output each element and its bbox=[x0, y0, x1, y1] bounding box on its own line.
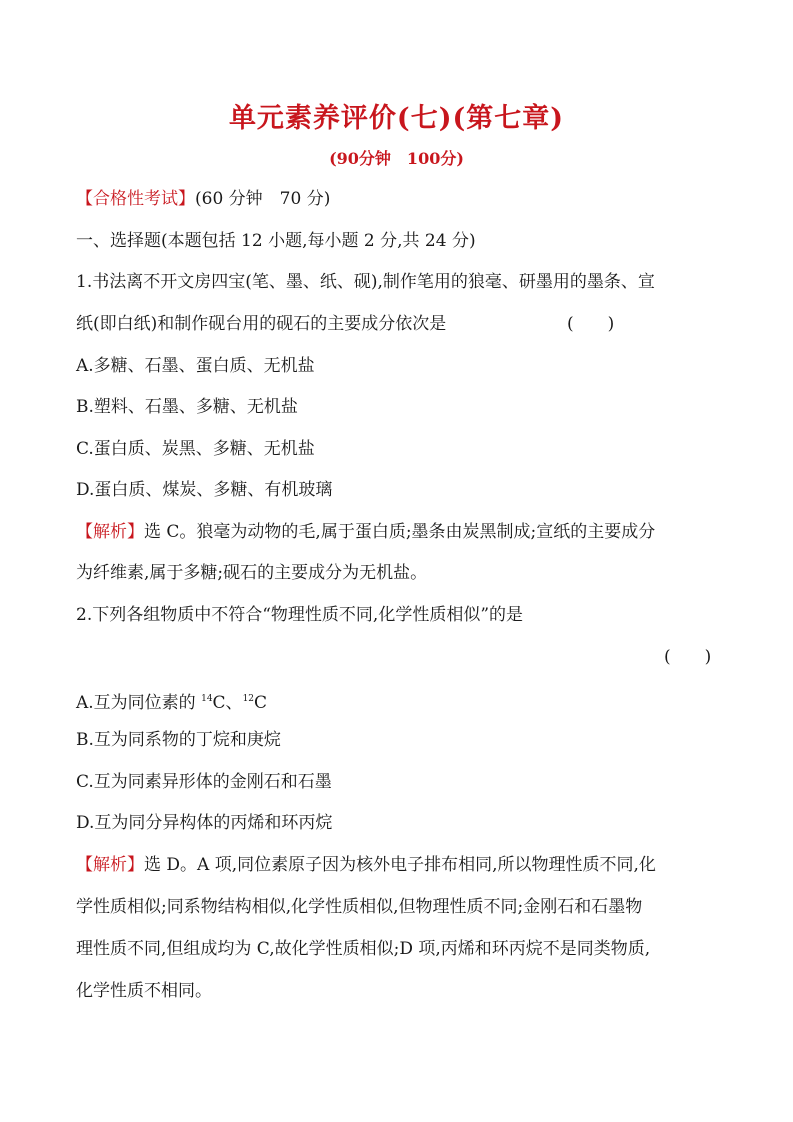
q2-option-d: D.互为同分异构体的丙烯和环丙烷 bbox=[76, 813, 333, 833]
q1-answer-paren: ( ) bbox=[567, 314, 615, 334]
q2-option-a bbox=[76, 688, 726, 714]
section-info: (60 分钟 70 分) bbox=[195, 189, 331, 209]
isotope-symbol-2: C bbox=[254, 693, 268, 713]
page-subtitle: (90分钟 100分) bbox=[329, 149, 464, 168]
q2-analysis-text1: 选 D。A 项,同位素原子因为核外电子排布相同,所以物理性质不同,化 bbox=[144, 855, 656, 875]
q1-stem-line2: 纸(即白纸)和制作砚台用的砚石的主要成分依次是 bbox=[76, 314, 447, 334]
q2-analysis-line3: 理性质不同,但组成均为 C,故化学性质相似;D 项,丙烯和环丙烷不是同类物质, bbox=[76, 939, 651, 959]
q1-option-c: C.蛋白质、炭黑、多糖、无机盐 bbox=[76, 439, 315, 459]
q1-option-b: B.塑料、石墨、多糖、无机盐 bbox=[76, 397, 298, 417]
page-title: 单元素养评价(七)(第七章) bbox=[228, 103, 565, 134]
q2-analysis-line4: 化学性质不相同。 bbox=[76, 981, 212, 1001]
q2-analysis-tag: 【解析】 bbox=[76, 855, 144, 875]
section-tag: 【合格性考试】 bbox=[76, 189, 195, 209]
q1-option-a: A.多糖、石墨、蛋白质、无机盐 bbox=[76, 356, 315, 376]
q1-option-d: D.蛋白质、煤炭、多糖、有机玻璃 bbox=[76, 480, 333, 500]
q2-stem: 2.下列各组物质中不符合“物理性质不同,化学性质相似”的是 bbox=[76, 605, 524, 625]
q1-analysis-line1 bbox=[76, 521, 726, 543]
q2-answer-paren: ( ) bbox=[664, 647, 712, 667]
q2-option-a-prefix: A.互为同位素的 bbox=[76, 693, 202, 713]
isotope-mass-14: 14 bbox=[201, 694, 213, 704]
q1-analysis-line2: 为纤维素,属于多糖;砚石的主要成分为无机盐。 bbox=[76, 563, 428, 583]
q2-option-b: B.互为同系物的丁烷和庚烷 bbox=[76, 730, 281, 750]
q1-analysis-tag: 【解析】 bbox=[76, 522, 144, 542]
part-heading: 一、选择题(本题包括 12 小题,每小题 2 分,共 24 分) bbox=[76, 231, 476, 251]
q2-analysis-line1 bbox=[76, 854, 726, 876]
q1-stem-line1: 1.书法离不开文房四宝(笔、墨、纸、砚),制作笔用的狼毫、研墨用的墨条、宣 bbox=[76, 272, 655, 292]
q2-analysis-line2: 学性质相似;同系物结构相似,化学性质相似,但物理性质不同;金刚石和石墨物 bbox=[76, 897, 643, 917]
section-header bbox=[76, 188, 726, 210]
isotope-symbol-1: C、 bbox=[212, 693, 243, 713]
q1-analysis-text1: 选 C。狼毫为动物的毛,属于蛋白质;墨条由炭黑制成;宣纸的主要成分 bbox=[144, 522, 656, 542]
q2-option-c: C.互为同素异形体的金刚石和石墨 bbox=[76, 772, 332, 792]
isotope-mass-12: 12 bbox=[242, 694, 255, 704]
